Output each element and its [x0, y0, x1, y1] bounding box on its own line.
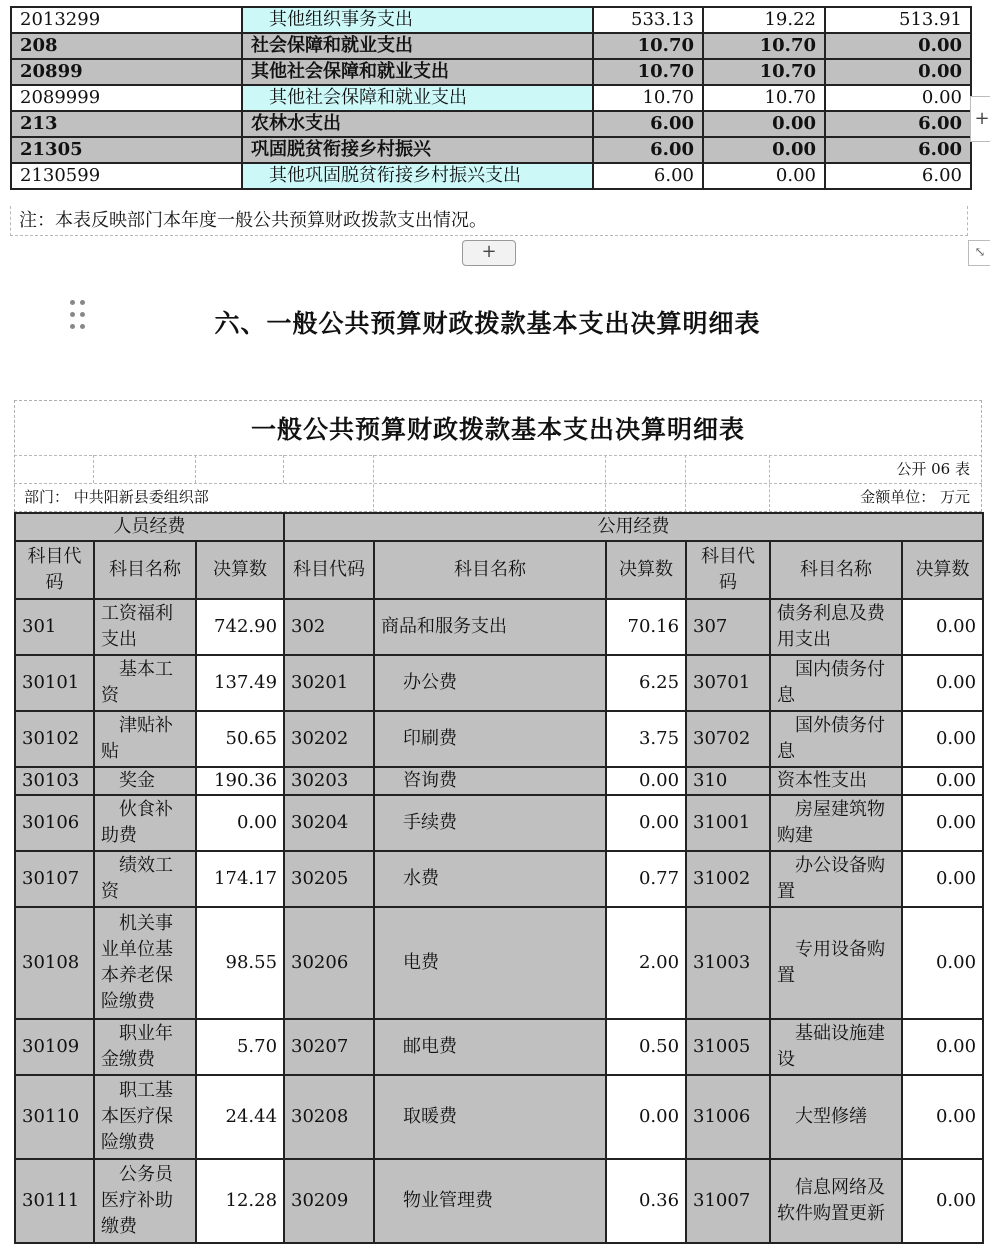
frame-divider	[605, 455, 606, 512]
column-header: 决算数	[902, 541, 983, 599]
name-cell[interactable]: 信息网络及软件购置更新	[770, 1159, 902, 1243]
subject-code-cell[interactable]: 2089999	[11, 85, 242, 111]
name-cell[interactable]: 邮电费	[374, 1019, 606, 1075]
subject-name-cell[interactable]: 巩固脱贫衔接乡村振兴	[242, 137, 593, 163]
name-cell[interactable]: 职业年金缴费	[94, 1019, 196, 1075]
basic-expense-cell[interactable]: 0.00	[703, 163, 825, 189]
amount-cell[interactable]: 0.36	[606, 1159, 686, 1243]
code-cell[interactable]: 30208	[284, 1075, 374, 1159]
amount-cell[interactable]: 742.90	[196, 599, 284, 655]
code-cell[interactable]: 31003	[686, 907, 770, 1019]
code-cell[interactable]: 30702	[686, 711, 770, 767]
name-cell[interactable]: 工资福利支出	[94, 599, 196, 655]
frame-divider	[14, 483, 982, 484]
code-cell[interactable]: 30103	[15, 767, 94, 795]
column-header: 科目名称	[374, 541, 606, 599]
subject-name-cell[interactable]: 社会保障和就业支出	[242, 33, 593, 59]
amount-cell[interactable]: 174.17	[196, 851, 284, 907]
code-cell[interactable]: 30204	[284, 795, 374, 851]
frame-divider	[685, 455, 686, 512]
basic-expenditure-detail-table	[14, 512, 984, 1244]
frame-divider	[93, 455, 94, 483]
unit-label: 金额单位： 万元	[860, 488, 970, 506]
code-cell[interactable]: 31001	[686, 795, 770, 851]
code-cell[interactable]: 30207	[284, 1019, 374, 1075]
code-cell[interactable]: 30201	[284, 655, 374, 711]
name-cell[interactable]: 基础设施建设	[770, 1019, 902, 1075]
table-title: 一般公共预算财政拨款基本支出决算明细表	[250, 415, 745, 444]
code-cell[interactable]: 30205	[284, 851, 374, 907]
project-expense-cell[interactable]: 0.00	[825, 33, 971, 59]
name-cell[interactable]: 手续费	[374, 795, 606, 851]
code-cell[interactable]: 310	[686, 767, 770, 795]
total-cell[interactable]: 6.00	[593, 163, 703, 189]
code-cell[interactable]: 30101	[15, 655, 94, 711]
total-cell[interactable]: 10.70	[593, 33, 703, 59]
project-expense-cell[interactable]: 513.91	[825, 7, 971, 33]
code-cell[interactable]: 31006	[686, 1075, 770, 1159]
basic-expense-cell[interactable]: 0.00	[703, 137, 825, 163]
table-row	[11, 111, 971, 137]
amount-cell[interactable]: 50.65	[196, 711, 284, 767]
frame-divider	[195, 455, 196, 483]
name-cell[interactable]: 国外债务付息	[770, 711, 902, 767]
code-cell[interactable]: 30109	[15, 1019, 94, 1075]
code-cell[interactable]: 30206	[284, 907, 374, 1019]
table-row	[15, 1075, 983, 1159]
table-note[interactable]: 注：本表反映部门本年度一般公共预算财政拨款支出情况。	[10, 206, 968, 236]
name-cell[interactable]: 绩效工资	[94, 851, 196, 907]
code-cell[interactable]: 302	[284, 599, 374, 655]
amount-cell[interactable]: 0.00	[606, 795, 686, 851]
basic-expense-cell[interactable]: 0.00	[703, 111, 825, 137]
column-header: 科目名称	[94, 541, 196, 599]
table-row	[11, 59, 971, 85]
table-resize-handle[interactable]: ⤡	[968, 240, 990, 266]
column-header: 决算数	[606, 541, 686, 599]
table-row	[15, 767, 983, 795]
amount-cell[interactable]: 190.36	[196, 767, 284, 795]
amount-cell[interactable]: 12.28	[196, 1159, 284, 1243]
name-cell[interactable]: 津贴补贴	[94, 711, 196, 767]
table-row	[11, 33, 971, 59]
appropriation-expenditure-table	[10, 6, 972, 190]
amount-cell[interactable]: 0.77	[606, 851, 686, 907]
table-row	[11, 137, 971, 163]
code-cell[interactable]: 30203	[284, 767, 374, 795]
code-cell[interactable]: 30107	[15, 851, 94, 907]
code-cell[interactable]: 30110	[15, 1075, 94, 1159]
code-cell[interactable]: 30202	[284, 711, 374, 767]
code-cell[interactable]: 30106	[15, 795, 94, 851]
frame-divider	[373, 455, 374, 512]
amount-cell[interactable]: 0.50	[606, 1019, 686, 1075]
subject-code-cell[interactable]: 20899	[11, 59, 242, 85]
amount-cell[interactable]: 0.00	[902, 599, 983, 655]
name-cell[interactable]: 专用设备购置	[770, 907, 902, 1019]
code-cell[interactable]: 30111	[15, 1159, 94, 1243]
amount-cell[interactable]: 0.00	[902, 795, 983, 851]
code-cell[interactable]: 307	[686, 599, 770, 655]
table-row	[15, 599, 983, 655]
amount-cell[interactable]: 0.00	[606, 1075, 686, 1159]
table-row	[11, 163, 971, 189]
subject-name-cell[interactable]: 其他社会保障和就业支出	[242, 85, 593, 111]
project-expense-cell[interactable]: 6.00	[825, 163, 971, 189]
basic-expense-cell[interactable]: 19.22	[703, 7, 825, 33]
project-expense-cell[interactable]: 0.00	[825, 85, 971, 111]
name-cell[interactable]: 基本工资	[94, 655, 196, 711]
column-header: 科目代码	[15, 541, 94, 599]
amount-cell[interactable]: 5.70	[196, 1019, 284, 1075]
frame-divider	[769, 455, 770, 512]
name-cell[interactable]: 职工基本医疗保险缴费	[94, 1075, 196, 1159]
column-header: 科目代码	[284, 541, 374, 599]
total-cell[interactable]: 6.00	[593, 111, 703, 137]
subject-code-cell[interactable]: 213	[11, 111, 242, 137]
basic-expense-cell[interactable]: 10.70	[703, 59, 825, 85]
subject-code-cell[interactable]: 2013299	[11, 7, 242, 33]
project-expense-cell[interactable]: 0.00	[825, 59, 971, 85]
code-cell[interactable]: 31007	[686, 1159, 770, 1243]
total-cell[interactable]: 10.70	[593, 59, 703, 85]
subject-name-cell[interactable]: 农林水支出	[242, 111, 593, 137]
frame-divider	[283, 455, 284, 483]
table-row	[15, 1159, 983, 1243]
project-expense-cell[interactable]: 6.00	[825, 137, 971, 163]
group-header-row	[15, 513, 983, 541]
table-number: 公开 06 表	[896, 460, 970, 478]
name-cell[interactable]: 商品和服务支出	[374, 599, 606, 655]
amount-cell[interactable]: 137.49	[196, 655, 284, 711]
code-cell[interactable]: 30102	[15, 711, 94, 767]
name-cell[interactable]: 债务利息及费用支出	[770, 599, 902, 655]
subject-code-cell[interactable]: 208	[11, 33, 242, 59]
table-row	[15, 851, 983, 907]
table-row	[15, 795, 983, 851]
public-expense-group: 公用经费	[284, 513, 983, 541]
table-row	[15, 1019, 983, 1075]
total-cell[interactable]: 10.70	[593, 85, 703, 111]
code-cell[interactable]: 30108	[15, 907, 94, 1019]
name-cell[interactable]: 咨询费	[374, 767, 606, 795]
personnel-expense-group: 人员经费	[15, 513, 284, 541]
table-row	[15, 711, 983, 767]
table-row	[11, 7, 971, 33]
name-cell[interactable]: 国内债务付息	[770, 655, 902, 711]
project-expense-cell[interactable]: 6.00	[825, 111, 971, 137]
table-row	[11, 85, 971, 111]
code-cell[interactable]: 30209	[284, 1159, 374, 1243]
amount-cell[interactable]: 0.00	[902, 1159, 983, 1243]
add-column-button[interactable]: +	[970, 96, 990, 142]
name-cell[interactable]: 奖金	[94, 767, 196, 795]
table-row	[15, 907, 983, 1019]
amount-cell[interactable]: 0.00	[902, 655, 983, 711]
code-cell[interactable]: 301	[15, 599, 94, 655]
column-header: 科目名称	[770, 541, 902, 599]
subject-name-cell[interactable]: 其他社会保障和就业支出	[242, 59, 593, 85]
total-cell[interactable]: 6.00	[593, 137, 703, 163]
basic-expense-cell[interactable]: 10.70	[703, 85, 825, 111]
name-cell[interactable]: 取暖费	[374, 1075, 606, 1159]
section-heading: 六、一般公共预算财政拨款基本支出决算明细表	[214, 309, 761, 338]
name-cell[interactable]: 房屋建筑物购建	[770, 795, 902, 851]
name-cell[interactable]: 机关事业单位基本养老保险缴费	[94, 907, 196, 1019]
name-cell[interactable]: 大型修缮	[770, 1075, 902, 1159]
department-label: 部门： 中共阳新县委组织部	[24, 488, 209, 506]
amount-cell[interactable]: 0.00	[902, 1075, 983, 1159]
subject-name-cell[interactable]: 其他组织事务支出	[242, 7, 593, 33]
amount-cell[interactable]: 24.44	[196, 1075, 284, 1159]
code-cell[interactable]: 31002	[686, 851, 770, 907]
name-cell[interactable]: 公务员医疗补助缴费	[94, 1159, 196, 1243]
column-header-row	[15, 541, 983, 599]
name-cell[interactable]: 伙食补助费	[94, 795, 196, 851]
add-row-button[interactable]: +	[462, 240, 516, 266]
name-cell[interactable]: 办公费	[374, 655, 606, 711]
subject-name-cell[interactable]: 其他巩固脱贫衔接乡村振兴支出	[242, 163, 593, 189]
amount-cell[interactable]: 6.25	[606, 655, 686, 711]
name-cell[interactable]: 办公设备购置	[770, 851, 902, 907]
frame-divider	[14, 455, 982, 456]
total-cell[interactable]: 533.13	[593, 7, 703, 33]
name-cell[interactable]: 水费	[374, 851, 606, 907]
name-cell[interactable]: 物业管理费	[374, 1159, 606, 1243]
amount-cell[interactable]: 0.00	[606, 767, 686, 795]
amount-cell[interactable]: 0.00	[902, 767, 983, 795]
amount-cell[interactable]: 0.00	[902, 851, 983, 907]
name-cell[interactable]: 资本性支出	[770, 767, 902, 795]
amount-cell[interactable]: 3.75	[606, 711, 686, 767]
name-cell[interactable]: 印刷费	[374, 711, 606, 767]
subject-code-cell[interactable]: 21305	[11, 137, 242, 163]
amount-cell[interactable]: 98.55	[196, 907, 284, 1019]
name-cell[interactable]: 电费	[374, 907, 606, 1019]
column-header: 决算数	[196, 541, 284, 599]
amount-cell[interactable]: 0.00	[902, 1019, 983, 1075]
column-header: 科目代码	[686, 541, 770, 599]
amount-cell[interactable]: 0.00	[196, 795, 284, 851]
amount-cell[interactable]: 2.00	[606, 907, 686, 1019]
amount-cell[interactable]: 70.16	[606, 599, 686, 655]
table-row	[15, 655, 983, 711]
amount-cell[interactable]: 0.00	[902, 711, 983, 767]
subject-code-cell[interactable]: 2130599	[11, 163, 242, 189]
code-cell[interactable]: 31005	[686, 1019, 770, 1075]
code-cell[interactable]: 30701	[686, 655, 770, 711]
basic-expense-cell[interactable]: 10.70	[703, 33, 825, 59]
amount-cell[interactable]: 0.00	[902, 907, 983, 1019]
